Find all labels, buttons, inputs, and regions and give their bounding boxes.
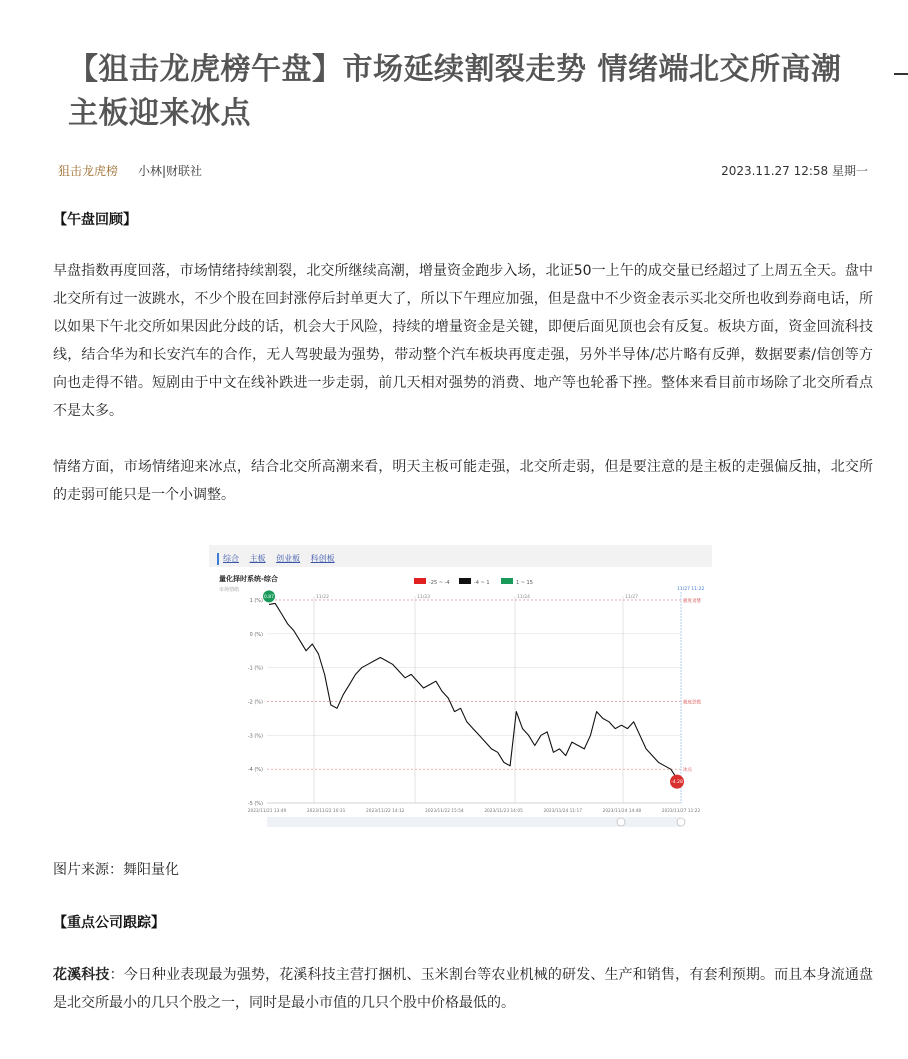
date-marker-label: 11/22: [316, 595, 329, 600]
tab-main-board[interactable]: 主板: [249, 554, 266, 563]
x-tick-label: 2023/11/23 14:05: [484, 809, 523, 814]
article-title-line2: 主板迎来冰点: [68, 96, 251, 131]
y-tick-label: 0 (%): [249, 631, 263, 638]
date-marker-label: 11/27: [625, 595, 638, 600]
legend-swatch: [501, 578, 513, 584]
article-meta: [58, 162, 868, 182]
threshold-label: 极度恐慌: [683, 700, 701, 706]
publish-datetime: 2023.11.27 12:58 星期一: [721, 164, 868, 178]
legend-label: -25 ~ -4: [429, 580, 450, 586]
chart-panel: [209, 567, 712, 831]
tab-chinext[interactable]: 创业板: [276, 554, 301, 563]
date-marker-label: 11/23: [417, 595, 430, 600]
y-tick-label: -5 (%): [247, 801, 263, 807]
chart-plot: [209, 545, 712, 831]
x-tick-label: 2023/11/27 11:22: [661, 809, 701, 814]
sentiment-chart: [209, 545, 712, 831]
x-tick-label: 2023/11/22 10:31: [306, 809, 346, 814]
legend-label: 1 ~ 15: [516, 580, 533, 586]
company-description: ：今日种业表现最为强势，花溪科技主营打捆机、玉米割台等农业机械的研发、生产和销售，有套利预期。而且本身流通盘是北交所最小的几只个股之一，同时是最小市值的几只个股中价格最低的。: [53, 967, 873, 1011]
tab-star-market[interactable]: 科创板: [310, 554, 335, 563]
tab-overall[interactable]: 综合: [223, 554, 239, 563]
date-marker-label: 11/24: [517, 595, 530, 600]
y-tick-label: -4 (%): [247, 767, 263, 774]
chart-subtitle: 市场情绪: [219, 587, 240, 593]
x-tick-label: 2023/11/21 13:49: [247, 809, 287, 814]
threshold-label: 极度贪婪: [683, 599, 701, 604]
x-tick-label: 2023/11/24 14:48: [602, 809, 642, 814]
threshold-label: 冰点: [683, 768, 692, 774]
article-title-line1: 【狙击龙虎榜午盘】市场延续割裂走势 情绪端北交所高潮: [68, 52, 842, 87]
edge-divider: [894, 73, 908, 75]
navigator-right-handle: [677, 818, 685, 826]
paragraph-company: [53, 961, 873, 1017]
legend-swatch: [414, 578, 426, 584]
article-title: [68, 48, 868, 136]
paragraph-review: 早盘指数再度回落，市场情绪持续割裂，北交所继续高潮，增量资金跑步入场，北证50一上午的成交量已经超过了上周五全天。盘中北交所有过一波跳水，不少个股在回封涨停后封单更大了，所以下午理应加强，但是盘中不少资金表示买北交所也收到券商电话，所以如果下午北交所如果因此分歧的话，机会大于风险，持续的增量资金是关键，即便后面见顶也会有反复。板块方面，资金回流科技线，结合华为和长安汽车的合作，无人驾驶最为强势，带动整个汽车板块再度走强，另外半导体/芯片略有反弹，数据要素/信创等方向也走得不错。短剧由于中文在线补跌进一步走弱，前几天相对强势的消费、地产等也轮番下挫。整体来看目前市场除了北交所看点不是太多。: [53, 263, 873, 419]
section-heading-companies: 【重点公司跟踪】: [53, 915, 165, 931]
x-tick-label: 2023/11/24 11:17: [543, 809, 582, 814]
author-name: 小林|财联社: [138, 164, 203, 178]
paragraph-sentiment: 情绪方面，市场情绪迎来冰点，结合北交所高潮来看，明天主板可能走强，北交所走弱，但是要注意的是主板的走强偏反抽，北交所的走弱可能只是一个小调整。: [53, 459, 873, 503]
navigator-left-handle: [617, 818, 625, 826]
legend-swatch: [459, 578, 471, 584]
y-tick-label: -3 (%): [247, 733, 263, 740]
y-tick-label: -2 (%): [247, 699, 263, 706]
start-value-label: 0.87: [263, 594, 275, 600]
legend-label: -4 ~ 1: [474, 580, 490, 586]
chart-title: 量化择时系统-综合: [219, 575, 278, 583]
section-heading-review: 【午盘回顾】: [53, 212, 137, 228]
current-time-label: 11/27 11:22: [677, 587, 705, 592]
x-tick-label: 2023/11/22 14:12: [366, 809, 405, 814]
y-tick-label: 1 (%): [249, 598, 263, 604]
column-link[interactable]: 狙击龙虎榜: [58, 164, 119, 178]
company-name: 花溪科技: [53, 967, 110, 983]
end-value-label: -4.28: [671, 780, 683, 786]
image-source-caption: 图片来源：舞阳量化: [53, 862, 179, 878]
y-tick-label: -1 (%): [247, 665, 263, 672]
x-tick-label: 2023/11/22 15:54: [425, 809, 464, 814]
